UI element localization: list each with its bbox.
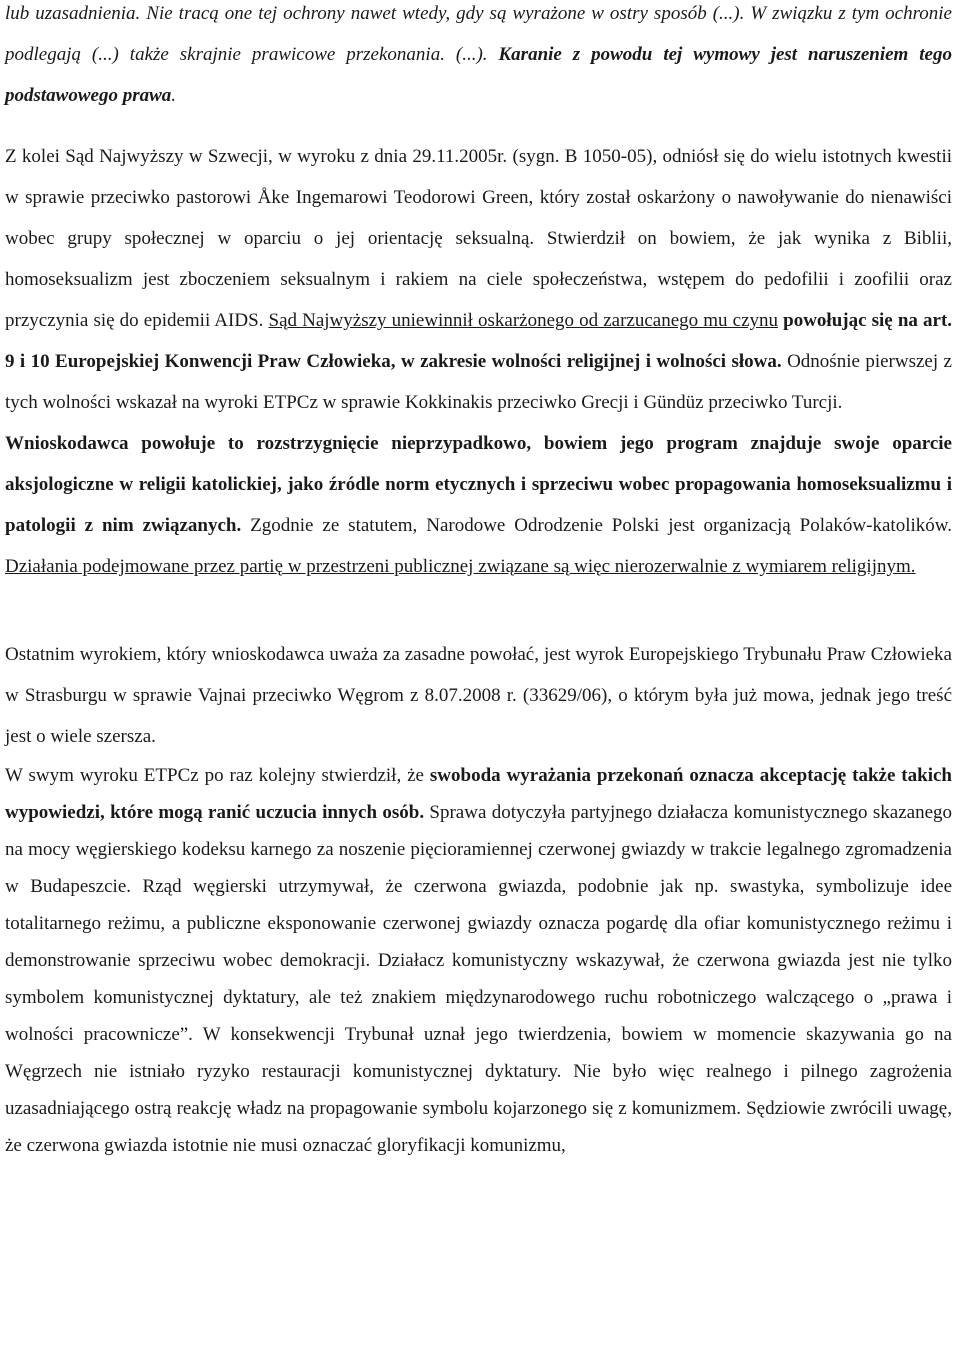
underlined-text: Działania podejmowane przez partię w przestrzeni publicznej związane są więc nierozerwalnie z wymiarem religijnym. (5, 556, 916, 577)
quote-text-bold: Karanie z powodu tej wymowy jest naruszeniem tego podstawowego prawa (5, 44, 952, 106)
bold-text: Wnioskodawca powołuje to rozstrzygnięcie nieprzypadkowo, bowiem jego program znajduje swoje oparcie aksjologiczne w religii katolickiej, jako źródle norm etycznych i sprzeciwu wobec propagowania homoseksualizmu i patologii z nim związanych. (5, 433, 952, 536)
paragraph-echr-judgment (5, 634, 952, 757)
quote-end: . (171, 85, 177, 106)
paragraph-text: Zgodnie ze statutem, Narodowe Odrodzenie Polski jest organizacją Polaków-katolików. (241, 515, 952, 536)
paragraph-text-end: Odnośnie pierwszej z tych wolności wskazał na wyroki ETPCz w sprawie Kokkinakis przeciwko Grecji i Gündüz przeciwko Turcji. (5, 351, 952, 413)
paragraph-text: Ostatnim wyrokiem, który wnioskodawca uważa za zasadne powołać, jest wyrok Europejskiego Trybunału Praw Człowieka w Strasburgu w sprawie Vajnai przeciwko Węgrom z 8.07.2008 r. (33629/06), o którym była już mowa, jednak jego treść jest o wiele szersza. (5, 644, 952, 747)
quote-text: lub uzasadnienia. Nie tracą one tej ochrony nawet wtedy, gdy są wyrażone w ostry sposób (...). W związku z tym ochronie podlegają (...) także skrajnie prawicowe przekonania. (...). (5, 3, 952, 65)
paragraph-swedish-supreme-court (5, 136, 952, 423)
paragraph-text: W swym wyroku ETPCz po raz kolejny stwierdził, że (5, 765, 430, 786)
paragraph-text: Z kolei Sąd Najwyższy w Szwecji, w wyroku z dnia 29.11.2005r. (sygn. B 1050-05), odniósł się do wielu istotnych kwestii w sprawie przeciwko pastorowi Åke Ingemarowi Teodorowi Green, który został oskarżony o nawoływanie do nienawiści wobec grupy społecznej w oparciu o jej orientację seksualną. Stwierdził on bowiem, że jak wynika z Biblii, homoseksualizm jest zboczeniem seksualnym i rakiem na ciele społeczeństwa, wstępem do pedofilii i zoofilii oraz przyczynia się do epidemii AIDS. (5, 146, 952, 331)
paragraph-applicant-program (5, 423, 952, 587)
bold-text: swoboda wyrażania przekonań oznacza akceptację także takich wypowiedzi, które mogą ranić uczucia innych osób. (5, 765, 952, 823)
paragraph-text-end: Sprawa dotyczyła partyjnego działacza komunistycznego skazanego na mocy węgierskiego kodeksu karnego za noszenie pięcioramiennej czerwonej gwiazdy w trakcie legalnego zgromadzenia w Budapeszcie. Rząd węgierski utrzymywał, że czerwona gwiazda, podobnie jak np. swastyka, symbolizuje idee totalitarnego reżimu, a publiczne eksponowanie czerwonej gwiazdy oznacza pogardę dla ofiar komunistycznego reżimu i demonstrowanie sprzeciwu wobec demokracji. Działacz komunistyczny wskazywał, że czerwona gwiazda jest nie tylko symbolem komunistycznej dyktatury, ale też znakiem międzynarodowego ruchu robotniczego walczącego o „prawa i wolności pracownicze”. W konsekwencji Trybunał uznał jego twierdzenia, bowiem w momencie skazywania go na Węgrzech nie istniało ryzyko restauracji komunistycznej dyktatury. Nie było więc realnego i pilnego zagrożenia uzasadniającego ostrą reakcję władz na propagowanie symbolu kojarzonego się z komunizmem. Sędziowie zwrócili uwagę, że czerwona gwiazda istotnie nie musi oznaczać gloryfikacji komunizmu, (5, 802, 953, 1156)
paragraph-echr-ruling (5, 757, 952, 1164)
paragraph-quote-continuation (5, 0, 952, 116)
underlined-text: Sąd Najwyższy uniewinnił oskarżonego od zarzucanego mu czynu (268, 310, 779, 331)
bold-text: powołując się na art. 9 i 10 Europejskiej Konwencji Praw Człowieka, w zakresie wolności religijnej i wolności słowa. (5, 310, 953, 372)
